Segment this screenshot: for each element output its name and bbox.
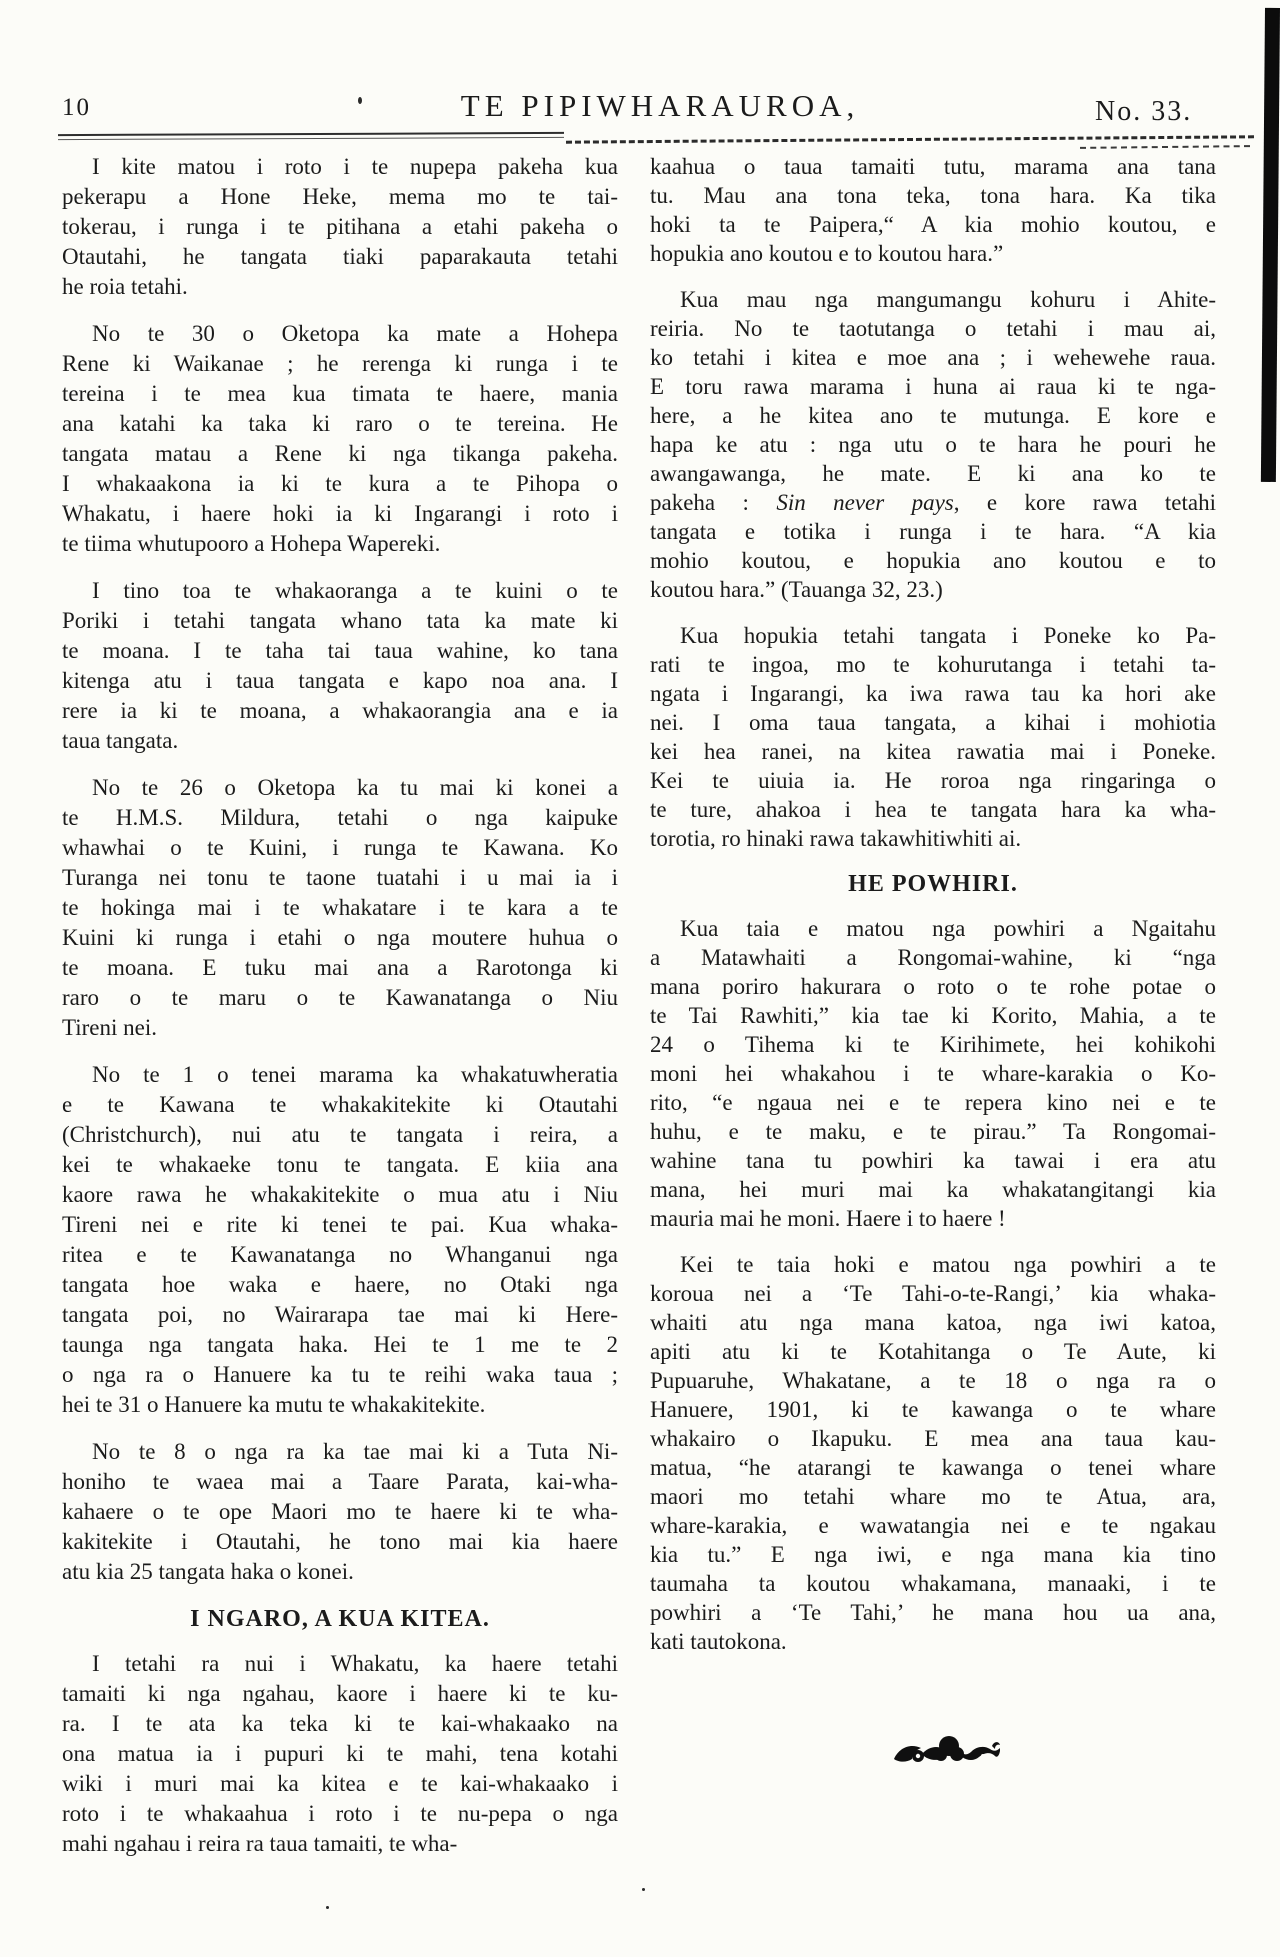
text-line: Tireni nei. [62,1015,157,1040]
text-line: No te 8 o nga ra ka tae mai ki a Tuta Ni- [92,1439,618,1464]
text-line: Kuini ki runga i etahi o nga moutere huhua o [62,925,618,950]
text-line: hopukia ano koutou e to koutou hara.” [650,241,1004,266]
text-line: tamaiti ki nga ngahau, kaore i haere ki te ku- [62,1681,618,1706]
text-line: tangata hoe waka e haere, no Otaki nga [62,1272,618,1297]
paragraph [650,621,1216,853]
text-line: huhu, e te maku, e te pirau.” Ta Rongomai- [650,1119,1216,1144]
text-line: Kei te uiuia ia. He roroa nga ringaringa o [650,768,1216,793]
issue-number: No. 33. [1095,96,1193,127]
scan-edge-artifact [1261,8,1280,482]
text-line: here, a he kitea ano te mutunga. E kore e [650,403,1216,428]
text-line: mana poriro hakurara o roto o te rohe potae o [650,974,1216,999]
text-line: kitenga atu i taua tangata e kapo noa ana. I [62,668,618,693]
text-line: Kua hopukia tetahi tangata i Poneke ko Pa- [680,623,1216,648]
text-line: No te 1 o tenei marama ka whakatuwheratia [92,1062,618,1087]
text-line: tangata e totika i runga i te hara. “A kia [650,519,1216,544]
text-line: mauria mai he moni. Haere i to haere ! [650,1206,1006,1231]
text-line: o nga ra o Hanuere ka tu te reihi waka taua ; [62,1362,618,1387]
paragraph [62,1437,618,1587]
text-line: apiti atu ki te Kotahitanga o Te Aute, ki [650,1339,1216,1364]
text-line: pekerapu a Hone Heke, mema mo te tai- [62,184,618,209]
paragraph [650,152,1216,268]
text-line: wiki i muri mai ka kitea e te kai-whakaako i [62,1771,618,1796]
text-line: wahine tana tu powhiri ka tawai i era atu [650,1148,1216,1173]
text-line: a Matawhaiti a Rongomai-wahine, ki “nga [650,945,1216,970]
text-line: ko tetahi i kitea e moe ana ; i wehewehe raua. [650,345,1216,370]
text-line: No te 30 o Oketopa ka mate a Hohepa [92,321,618,346]
page-number: 10 [62,94,91,121]
text-line: Tireni nei e rite ki tenei te pai. Kua whaka- [62,1212,618,1237]
text-line: rito, “e ngaua nei e te repera kino nei e te [650,1090,1216,1115]
text-line: taua tangata. [62,728,179,753]
text-line: tu. Mau ana tona teka, tona hara. Ka tika [650,183,1216,208]
text-line: atu kia 25 tangata haka o konei. [62,1559,354,1584]
text-line: kia tu.” E nga iwi, e nga mana kia tino [650,1542,1216,1567]
text-line: I tino toa te whakaoranga a te kuini o te [92,578,618,603]
text-line: tangata poi, no Wairarapa tae mai ki Here- [62,1302,618,1327]
text-line: raro o te maru o te Kawanatanga o Niu [62,985,618,1010]
text-line: Kua taia e matou nga powhiri a Ngaitahu [680,916,1216,941]
paragraph [62,319,618,559]
issue-underline-rule [1080,145,1250,149]
italic-phrase: Sin never pays [776,490,954,515]
text-line: taunga nga tangata haka. Hei te 1 me te 2 [62,1332,618,1357]
paragraph [62,152,618,302]
text-line: taumaha ta koutou whakamana, manaaki, i te [650,1571,1216,1596]
paragraph [650,285,1216,604]
text-line: I whakaakona ia ki te kura a te Pihopa o [62,471,618,496]
text-line: mahi ngahau i reira ra taua tamaiti, te wha- [62,1831,458,1856]
text-line: koroua nei a ‘Te Tahi-o-te-Rangi,’ kia whaka- [650,1281,1216,1306]
text-line: tereina i te mea kua timata te haere, mania [62,381,618,406]
text-line: te Tai Rawhiti,” kia tae ki Korito, Mahia, a te [650,1003,1216,1028]
right-column [650,152,1216,1673]
end-flourish-icon [892,1733,1002,1771]
paragraph [62,773,618,1043]
paragraph [62,576,618,756]
text-line: e te Kawana te whakakitekite ki Otautahi [62,1092,618,1117]
text-line: te H.M.S. Mildura, tetahi o nga kaipuke [62,805,618,830]
text-line: 24 o Tihema ki te Kirihimete, hei kohikohi [650,1032,1216,1057]
text-line: kei te whakaeke tonu te tangata. E kiia ana [62,1152,618,1177]
text-line: Otautahi, he tangata tiaki paparakauta tetahi [62,244,618,269]
text-line: tokerau, i runga i te pitihana a etahi pakeha o [62,214,618,239]
text-line: Kua mau nga mangumangu kohuru i Ahite- [680,287,1216,312]
paragraph [62,1649,618,1859]
text-line: te ture, ahakoa i hea te tangata hara ka wha- [650,797,1216,822]
paragraph [650,914,1216,1233]
text-line: kei hea ranei, na kitea rawatia mai i Poneke. [650,739,1216,764]
text-line: I tetahi ra nui i Whakatu, ka haere tetahi [92,1651,618,1676]
text-line: Turanga nei tonu te taone tuatahi i u mai ia i [62,865,618,890]
text-line: kaahua o taua tamaiti tutu, marama ana tana [650,154,1216,179]
text-line: koutou hara.” (Tauanga 32, 23.) [650,577,943,602]
text-line: kakitekite i Otautahi, he tono mai kia haere [62,1529,618,1554]
text-line: Whakatu, i haere hoki ia ki Ingarangi i roto i [62,501,618,526]
text-line: Poriki i tetahi tangata whano tata ka mate ki [62,608,618,633]
text-line: te tiima whutupooro a Hohepa Wapereki. [62,531,441,556]
text-line: te moana. E tuku mai ana a Rarotonga ki [62,955,618,980]
text-line: roto i te whakaahua i roto i te nu-pepa o nga [62,1801,618,1826]
text-line: mohio koutou, e hopukia ano koutou e to [650,548,1216,573]
text-line: kati tautokona. [650,1629,787,1654]
text-line: Kei te taia hoki e matou nga powhiri a te [680,1252,1216,1277]
ink-speck [358,97,362,104]
text-line: ra. I te ata ka teka ki te kai-whakaako na [62,1711,618,1736]
text-line: mana, hei muri mai ka whakatangitangi kia [650,1177,1216,1202]
text-line: Hanuere, 1901, ki te kawanga o te whare [650,1397,1216,1422]
text-line: rere ia ki te moana, a whakaorangia ana e ia [62,698,618,723]
text-line: matua, “he atarangi te kawanga o tenei whare [650,1455,1216,1480]
paragraph [62,1060,618,1420]
text-line: rati te ingoa, mo te kohurutanga i tetahi ta- [650,652,1216,677]
text-line: hoki ta te Paipera,“ A kia mohio koutou, e [650,212,1216,237]
text-line: whawhai o te Kuini, i runga te Kawana. Ko [62,835,618,860]
text-line: torotia, ro hinaki rawa takawhitiwhiti ai. [650,826,1022,851]
left-column [62,152,618,1876]
paragraph [650,1250,1216,1656]
text-line: he roia tetahi. [62,274,188,299]
text-line: maori mo tetahi whare mo te Atua, ara, [650,1484,1216,1509]
text-line: awangawanga, he mate. E ki ana ko te [650,461,1216,486]
text-line: tangata matau a Rene ki nga tikanga pakeha. [62,441,618,466]
ink-speck [642,1888,645,1891]
text-line: No te 26 o Oketopa ka tu mai ki konei a [92,775,618,800]
text-line: powhiri a ‘Te Tahi,’ he mana hou ua ana, [650,1600,1216,1625]
header-rule-solid [58,132,564,140]
text-line: ngata i Ingarangi, ka iwa rawa tau ka hori ake [650,681,1216,706]
text-line: whare-karakia, e wawatangia nei e te ngakau [650,1513,1216,1538]
text-line: hapa ke atu : nga utu o te hara he pouri he [650,432,1216,457]
text-line: pakeha : Sin never pays, e kore rawa tetahi [650,490,1216,515]
text-line: moni hei whakahou i te whare-karakia o Ko- [650,1061,1216,1086]
ink-speck [326,1906,329,1909]
newspaper-masthead: TE PIPIWHARAUROA, [460,88,860,123]
text-line: ritea e te Kawanatanga no Whanganui nga [62,1242,618,1267]
text-line: Rene ki Waikanae ; he rerenga ki runga i te [62,351,618,376]
text-line: reiria. No te taotutanga o tetahi i mau ai, [650,316,1216,341]
text-line: whakairo o Ikapuku. E mea ana taua kau- [650,1426,1216,1451]
text-line: nei. I oma taua tangata, a kihai i mohiotia [650,710,1216,735]
text-line: E toru rawa marama i huna ai raua ki te nga- [650,374,1216,399]
text-line: (Christchurch), nui atu te tangata i reira, a [62,1122,618,1147]
text-line: te hokinga mai i te whakatare i te kara a te [62,895,618,920]
section-heading: I NGARO, A KUA KITEA. [190,1606,490,1632]
text-line: honiho te waea mai a Taare Parata, kai-wha- [62,1469,618,1494]
text-line: kaore rawa he whakakitekite o mua atu i Niu [62,1182,618,1207]
header-rule-dashed [566,135,1254,143]
text-line: ana katahi ka taka ki raro o te tereina. He [62,411,618,436]
text-line: ona matua ia i pupuri ki te mahi, tena kotahi [62,1741,618,1766]
text-line: te moana. I te taha tai taua wahine, ko tana [62,638,618,663]
text-line: kahaere o te ope Maori mo te haere ki te wha- [62,1499,618,1524]
text-line: hei te 31 o Hanuere ka mutu te whakakitekite. [62,1392,486,1417]
text-line: whaiti atu nga mana katoa, nga iwi katoa, [650,1310,1216,1335]
text-line: Pupuaruhe, Whakatane, a te 18 o nga ra o [650,1368,1216,1393]
section-heading: HE POWHIRI. [848,871,1018,897]
text-line: I kite matou i roto i te nupepa pakeha kua [92,154,618,179]
